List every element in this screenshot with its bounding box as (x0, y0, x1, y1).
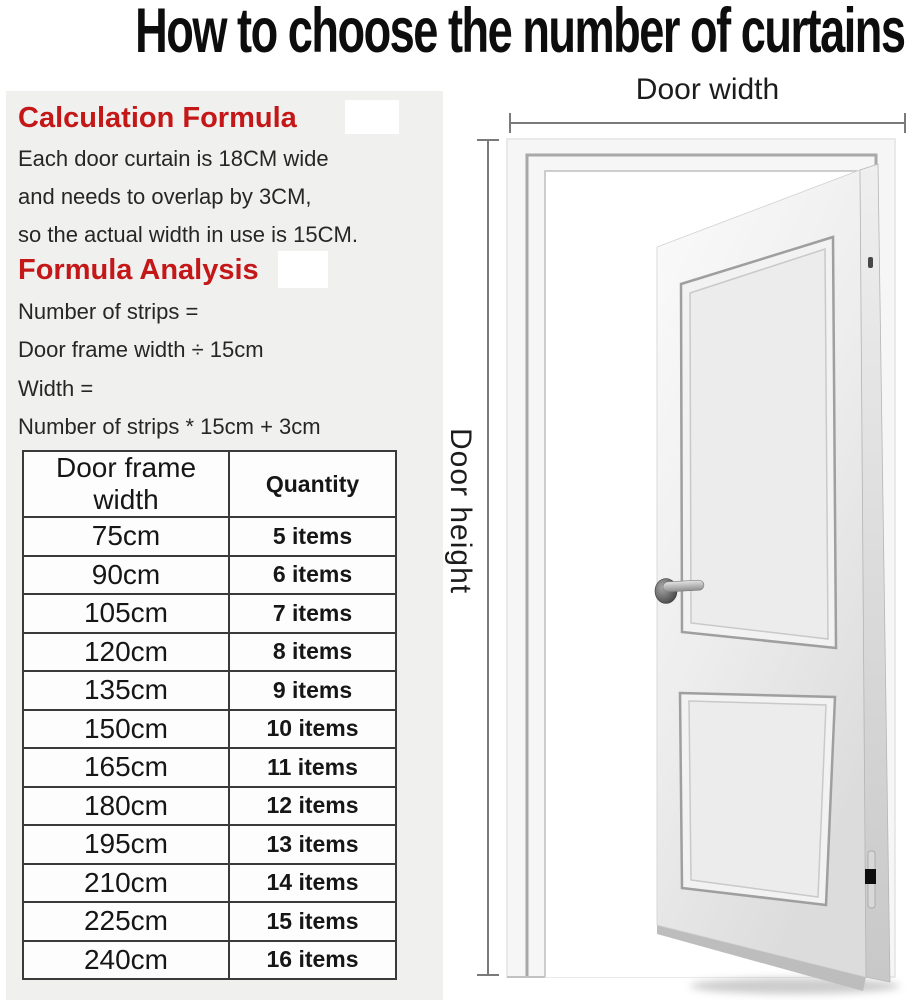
quantity-cell: 14 items (229, 864, 396, 903)
door-frame-width-cell: 165cm (23, 748, 229, 787)
analysis-line-4: Number of strips * 15cm + 3cm (18, 414, 321, 439)
door-frame-width-cell: 105cm (23, 594, 229, 633)
door-frame-width-cell: 90cm (23, 556, 229, 595)
quantity-cell: 16 items (229, 941, 396, 980)
door-height-label: Door height (444, 428, 477, 595)
quantity-cell: 9 items (229, 671, 396, 710)
door-frame-width-cell: 240cm (23, 941, 229, 980)
door-width-measure-line (510, 113, 905, 133)
calc-line-3: so the actual width in use is 15CM. (18, 222, 358, 247)
open-door (655, 164, 890, 991)
analysis-line-1: Number of strips = (18, 299, 199, 324)
formula-analysis-heading: Formula Analysis (18, 254, 259, 286)
analysis-line-2: Door frame width ÷ 15cm (18, 337, 264, 362)
calc-line-1: Each door curtain is 18CM wide (18, 146, 329, 171)
door-panel-lower (680, 693, 835, 905)
door-panel-upper (681, 237, 836, 648)
quantity-cell: 5 items (229, 517, 396, 556)
quantity-cell: 7 items (229, 594, 396, 633)
door-frame-width-cell: 120cm (23, 633, 229, 672)
door-shadow (690, 978, 900, 994)
door-width-label: Door width (635, 73, 780, 106)
quantity-cell: 6 items (229, 556, 396, 595)
analysis-line-3: Width = (18, 376, 94, 401)
quantity-cell: 12 items (229, 787, 396, 826)
door-frame-width-cell: 195cm (23, 825, 229, 864)
quantity-cell: 8 items (229, 633, 396, 672)
door-frame-width-cell: 75cm (23, 517, 229, 556)
header-quantity: Quantity (229, 451, 396, 517)
calculation-formula-heading: Calculation Formula (18, 102, 297, 134)
quantity-cell: 13 items (229, 825, 396, 864)
door-frame-width-cell: 180cm (23, 787, 229, 826)
page-title-text: How to choose the number of curtains (135, 0, 905, 66)
door-frame-width-cell: 225cm (23, 902, 229, 941)
hinge-pin (868, 257, 873, 268)
header-door-frame-width: Door frame width (23, 451, 229, 517)
door-height-measure-line (477, 140, 499, 975)
door-frame-width-cell: 210cm (23, 864, 229, 903)
door-frame-width-cell: 150cm (23, 710, 229, 749)
quantity-cell: 15 items (229, 902, 396, 941)
door-frame-width-cell: 135cm (23, 671, 229, 710)
quantity-cell: 11 items (229, 748, 396, 787)
calc-line-2: and needs to overlap by 3CM, (18, 184, 312, 209)
quantity-cell: 10 items (229, 710, 396, 749)
